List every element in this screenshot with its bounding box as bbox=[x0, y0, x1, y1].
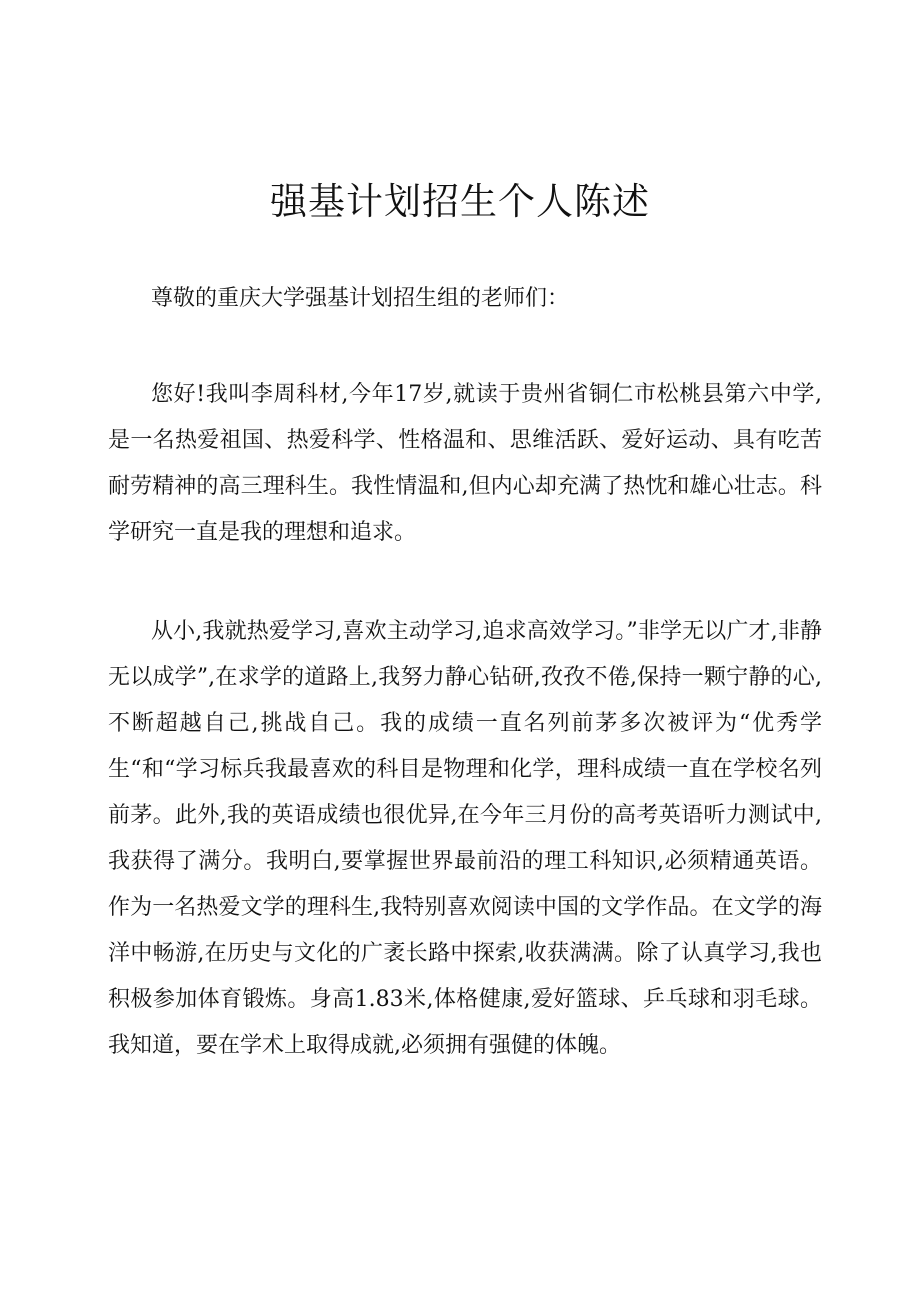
paragraph-study-and-interests: 从小,我就热爱学习,喜欢主动学习,追求高效学习。”非学无以广才,非静无以成学”,在求学的道路上,我努力静心钻研,孜孜不倦,保持一颗宁静的心,不断超越自己,挑战自己。我的成绩一直名列前茅多次被评为“优秀学生“和“学习标兵我最喜欢的科目是物理和化学，理科成绩一直在学校名列前茅。此外,我的英语成绩也很优异,在今年三月份的高考英语听力测试中,我获得了满分。我明白,要掌握世界最前沿的理工科知识,必须精通英语。作为一名热爱文学的理科生,我特别喜欢阅读中国的文学作品。在文学的海洋中畅游,在历史与文化的广袤长路中探索,收获满满。除了认真学习,我也积极参加体育锻炼。身高1.83米,体格健康,爱好篮球、乒乓球和羽毛球。我知道，要在学术上取得成就,必须拥有强健的体魄。 bbox=[108, 619, 822, 1058]
salutation: 尊敬的重庆大学强基计划招生组的老师们： bbox=[151, 286, 570, 311]
paragraph-introduction: 您好!我叫李周科材,今年17岁,就读于贵州省铜仁市松桃县第六中学,是一名热爱祖国、热爱科学、性格温和、思维活跃、爱好运动、具有吃苦耐劳精神的高三理科生。我性情温和,但内心却充满了热忱和雄心壮志。科学研究一直是我的理想和追求。 bbox=[108, 382, 822, 545]
document-title: 强基计划招生个人陈述 bbox=[270, 180, 650, 223]
